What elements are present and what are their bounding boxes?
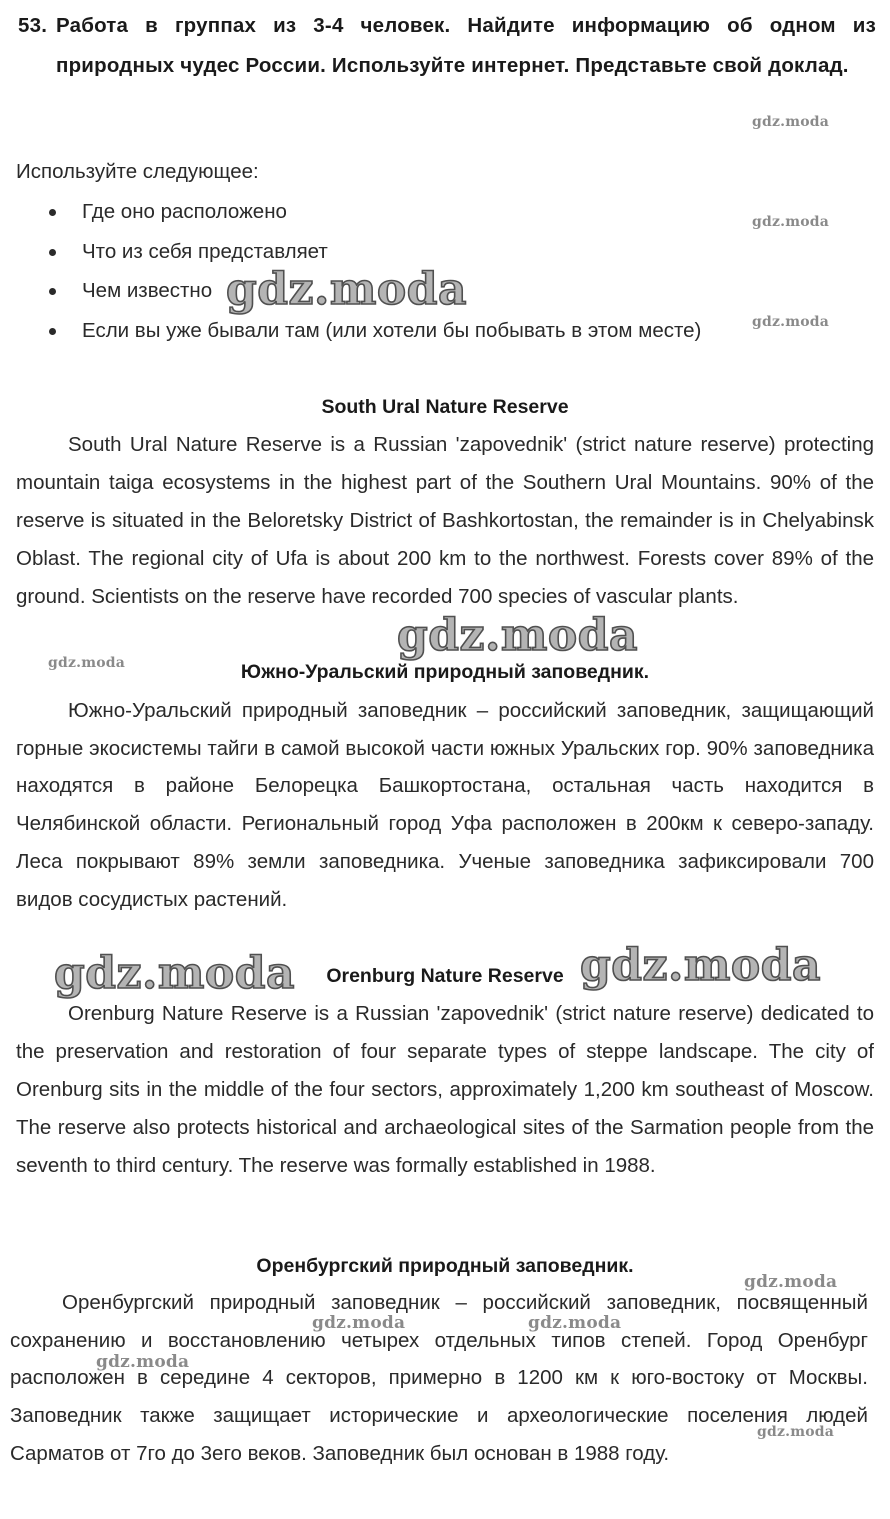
section-heading: South Ural Nature Reserve [321, 396, 569, 418]
task-block [18, 6, 876, 86]
list-item-text: Чем известно [82, 279, 213, 302]
watermark-logo: gdz.moda [528, 1313, 622, 1333]
watermark-logo: gdz.moda [580, 940, 822, 991]
section-paragraph: Южно-Уральский природный заповедник – российский заповедник, защищающий горные экосистемы тайги в самой высокой части южных Уральских гор. 90% заповедника находятся в районе Белорецка Башкортостана, остальная часть находится в Челябинской области. Региональный город Уфа расположен в 200км к северо-западу. Леса покрывают 89% земли заповедника. Ученые заповедника зафиксировали 700 видов сосудистых растений. [16, 699, 874, 911]
section-paragraph: Оренбургский природный заповедник – российский заповедник, посвященный сохранению и восстановлению четырех отдельных типов степей. Город Оренбург расположен в середине 4 секторов, примерно в 1200 км к юго-востоку от Москвы. Заповедник также защищает исторические и археологические поселения людей Сарматов от 7го до 3его веков. Заповедник был основан в 1988 году. [10, 1291, 868, 1465]
watermark-logo: gdz.moda [752, 214, 830, 230]
task-number: 53. [18, 14, 48, 37]
list-item-text: Где оно расположено [82, 200, 287, 223]
section-heading: Южно-Уральский природный заповедник. [240, 661, 650, 683]
watermark-logo: gdz.moda [312, 1313, 406, 1333]
section-heading: Оренбургский природный заповедник. [256, 1255, 634, 1277]
bullet-icon [49, 249, 56, 256]
list-item [0, 315, 701, 355]
list-item-text: Что из себя представляет [82, 239, 328, 263]
watermark-logo: gdz.moda [96, 1352, 190, 1372]
bullet-icon [49, 209, 56, 216]
section-paragraph: Orenburg Nature Reserve is a Russian 'zapovednik' (strict nature reserve) dedicated to the preservation and restoration of four separate types of steppe landscape. The city of Orenburg sits in the middle of the four sectors, approximately 1,200 km southeast of Moscow. The reserve also protects historical and archaeological sites of the Sarmation people from the seventh to third century. The reserve was formally established in 1988. [16, 1002, 874, 1177]
watermark-logo: gdz.moda [397, 610, 639, 661]
section-paragraph: South Ural Nature Reserve is a Russian 'zapovednik' (strict nature reserve) protecting mountain taiga ecosystems in the highest part of the Southern Ural Mountains. 90% of the reserve is situated in the Beloretsky District of Bashkortostan, the remainder is in Chelyabinsk Oblast. The regional city of Ufa is about 200 km to the northwest. Forests cover 89% of the ground. Scientists on the reserve have recorded 700 species of vascular plants. [16, 433, 874, 608]
watermark-logo: gdz.moda [757, 1424, 835, 1440]
watermark-logo: gdz.moda [752, 314, 830, 330]
list-item-text: Если вы уже бывали там (или хотели бы побывать в этом месте) [82, 318, 702, 342]
instructions-intro: Используйте следующее: [16, 160, 259, 183]
bullet-icon [49, 288, 56, 295]
watermark-logo: gdz.moda [226, 264, 468, 315]
watermark-logo: gdz.moda [54, 948, 296, 999]
watermark-logo: gdz.moda [48, 655, 126, 671]
task-text: Работа в группах из 3-4 человек. Найдите информацию об одном из природных чудес России. Используйте интернет. Представьте свой доклад. [56, 14, 876, 77]
section-heading: Orenburg Nature Reserve [326, 965, 564, 987]
watermark-logo: gdz.moda [752, 114, 830, 130]
list-item [0, 196, 701, 236]
bullet-icon [49, 328, 56, 335]
watermark-logo: gdz.moda [744, 1272, 838, 1292]
